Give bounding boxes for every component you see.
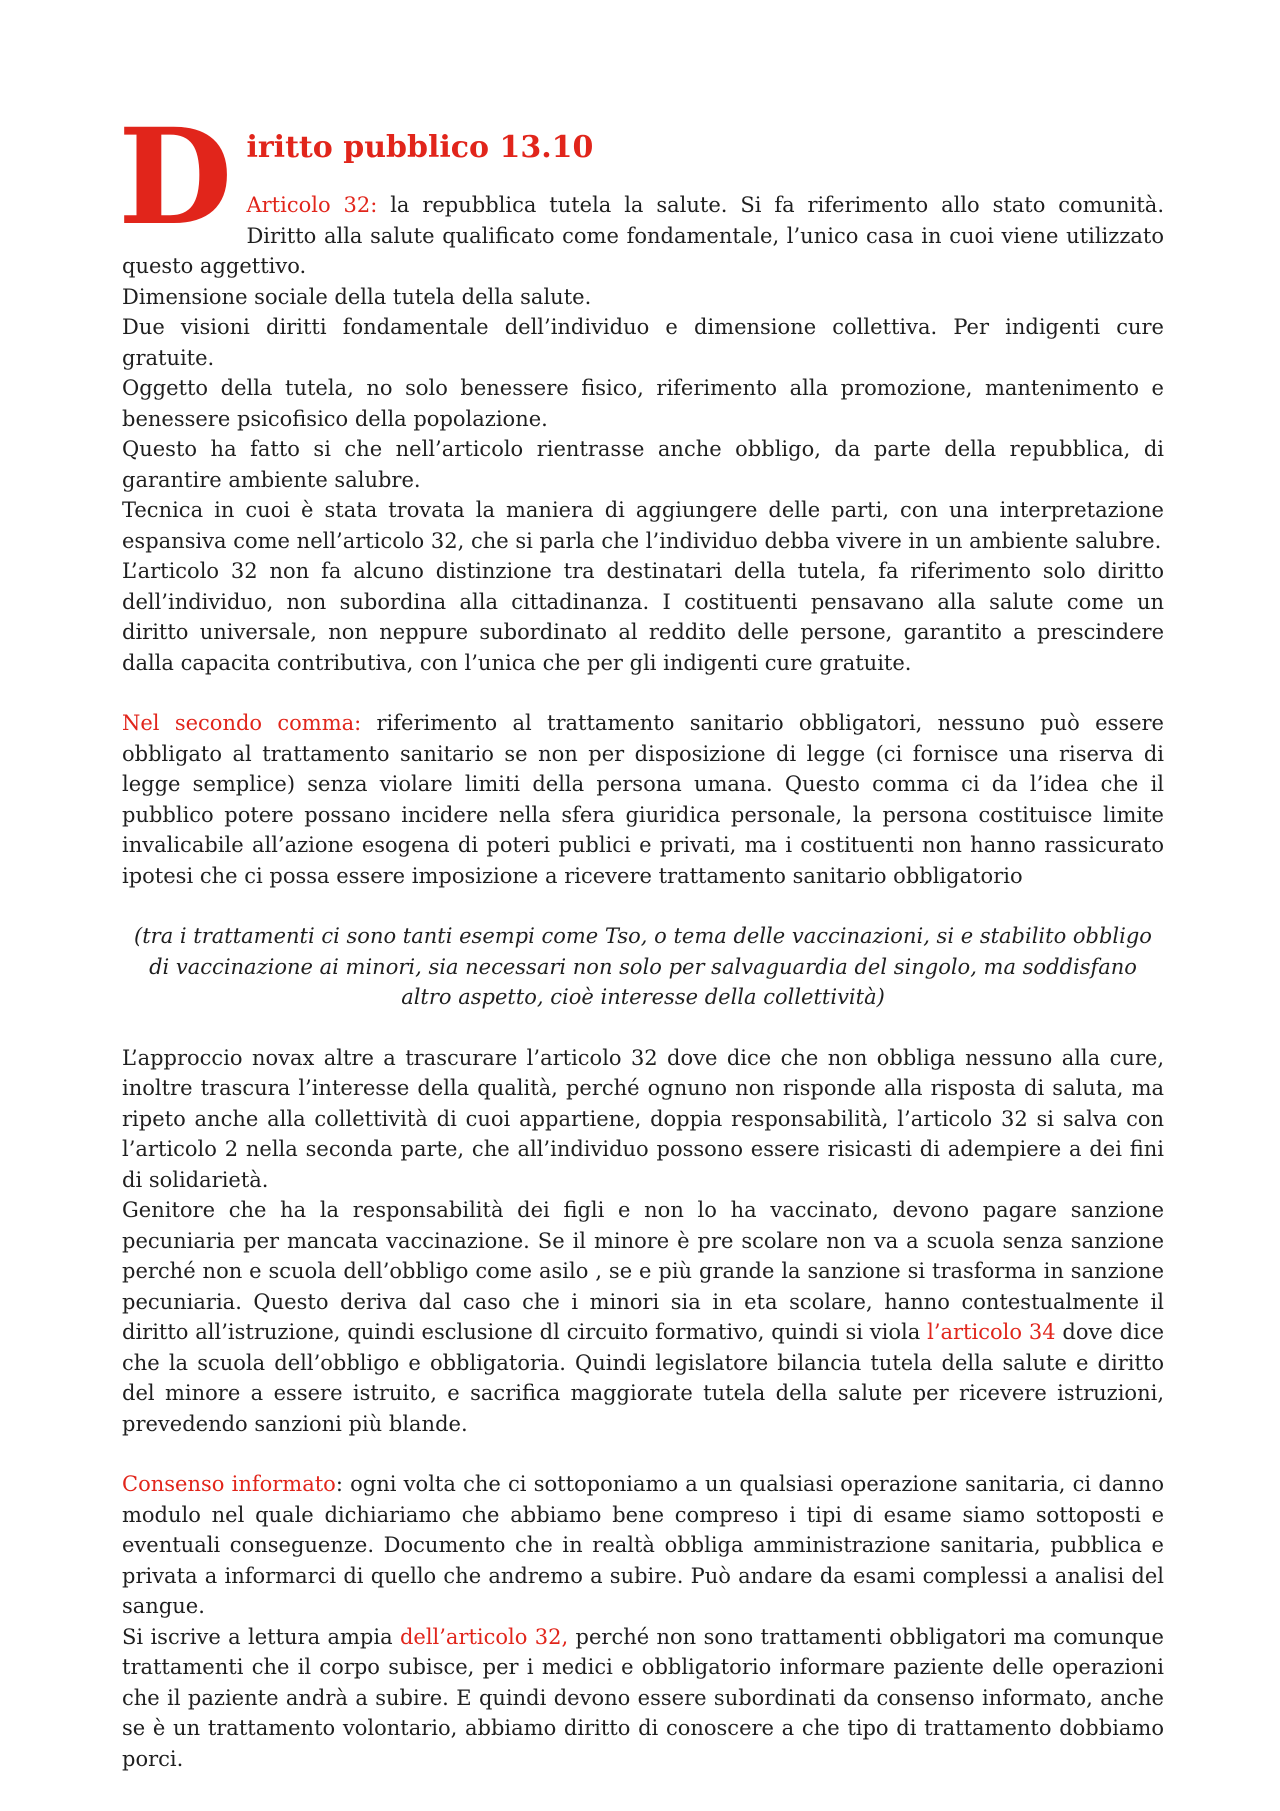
paragraph: Due visioni diritti fondamentale dell’individuo e dimensione collettiva. Per indigenti cure gratuite. (122, 315, 1164, 370)
paragraph-sanzioni (122, 1195, 1164, 1439)
reference-articolo-34: l’articolo 34 (927, 1320, 1056, 1344)
drop-cap: D (118, 100, 233, 255)
paragraph: L’articolo 32 non fa alcuno distinzione tra destinatari della tutela, fa riferimento solo diritto dell’individuo, non subordina alla cittadinanza. I costituenti pensavano alla salute come un diritto universale, non neppure subordinato al reddito delle persone, garantito a prescindere dalla capacita contributiva, con l’unica che per gli indigenti cure gratuite. (122, 559, 1164, 675)
paragraph-text: : ogni volta che ci sottoponiamo a un qualsiasi operazione sanitaria, ci danno modulo nel quale dichiariamo che abbiamo bene compreso i tipi di esame siamo sottoposti e eventuali conseguenze. Documento che in realtà obbliga amministrazione sanitaria, pubblica e privata a informarci di quello che andremo a subire. Può andare da esami complessi a analisi del sangue. (122, 1472, 1164, 1618)
paragraph-articolo-32 (122, 190, 1164, 282)
spacer (122, 1439, 1164, 1469)
paragraph: Questo ha fatto si che nell’articolo rientrasse anche obbligo, da parte della repubblica, di garantire ambiente salubre. (122, 437, 1164, 492)
document-page (118, 100, 1164, 1774)
spacer (122, 678, 1164, 708)
label-consenso-informato: Consenso informato (122, 1472, 336, 1496)
paragraph-text: perché non sono trattamenti obbligatori ma comunque trattamenti che il corpo subisce, per i medici e obbligatorio informare paziente delle operazioni che il paziente andrà a subire. E quindi devono essere subordinati da consenso informato, anche se è un trattamento volontario, abbiamo diritto di conoscere a che tipo di trattamento dobbiamo porci. (122, 1624, 1164, 1771)
paragraph-text: dove dice che la scuola dell’obbligo e obbligatoria. Quindi legislatore bilancia tutela della salute e diritto del minore a essere istruito, e sacrifica maggiorate tutela della salute per ricevere istruzioni, prevedendo sanzioni più blande. (122, 1320, 1164, 1436)
paragraph: Tecnica in cuoi è stata trovata la maniera di aggiungere delle parti, con una interpretazione espansiva come nell’articolo 32, che si parla che l’individuo debba vivere in un ambiente salubre. (122, 498, 1164, 553)
paragraph-text: Si iscrive a lettura ampia (122, 1624, 400, 1649)
paragraph: Dimensione sociale della tutela della salute. (122, 284, 592, 309)
paragraph-consenso-informato (122, 1469, 1164, 1622)
spacer (122, 1013, 1164, 1043)
paragraph-secondo-comma (122, 708, 1164, 891)
label-articolo-32: Articolo 32: (246, 193, 378, 217)
paragraph-text: Genitore che ha la responsabilità dei figli e non lo ha vaccinato, devono pagare sanzione pecuniaria per mancata vaccinazione. Se il minore è pre scolare non va a scuola senza sanzione perché non e scuola dell’obbligo come asilo , se e più grande la sanzione si trasforma in sanzione pecuniaria. Questo deriva dal caso che i minori sia in eta scolare, hanno contestualmente il diritto all’istruzione, quindi esclusione dl circuito formativo, quindi si viola (122, 1198, 1164, 1344)
spacer (122, 891, 1164, 921)
paragraph-lettura-ampia (122, 1622, 1164, 1775)
paragraph-text: la repubblica tutela la salute. Si fa riferimento allo stato comunità. Diritto alla salute qualificato come fondamentale, l’unico casa in cuoi viene utilizzato questo aggettivo. (122, 193, 1164, 278)
page-title: iritto pubblico 13.10 (246, 130, 594, 165)
paragraph: Oggetto della tutela, no solo benessere fisico, riferimento alla promozione, mantenimento e benessere psicofisico della popolazione. (122, 376, 1164, 431)
reference-articolo-32: dell’articolo 32, (399, 1624, 569, 1649)
label-secondo-comma: Nel secondo comma: (122, 711, 362, 735)
italic-note: (tra i trattamenti ci sono tanti esempi come Tso, o tema delle vaccinazioni, si e stabilito obbligo di vaccinazione ai minori, sia necessari non solo per salvaguardia del singolo, ma soddisfano altro aspetto, cioè interesse della collettività) (134, 924, 1152, 1009)
paragraph: L’approccio novax altre a trascurare l’articolo 32 dove dice che non obbliga nessuno alla cure, inoltre trascura l’interesse della qualità, perché ognuno non risponde alla risposta di saluta, ma ripeto anche alla collettività di cuoi appartiene, doppia responsabilità, l’articolo 32 si salva con l’articolo 2 nella seconda parte, che all’individuo possono essere risicasti di adempiere a dei fini di solidarietà. (122, 1045, 1164, 1192)
paragraph-text: riferimento al trattamento sanitario obbligatori, nessuno può essere obbligato al trattamento sanitario se non per disposizione di legge (ci fornisce una riserva di legge semplice) senza violare limiti della persona umana. Questo comma ci da l’idea che il pubblico potere possano incidere nella sfera giuridica personale, la persona costituisce limite invalicabile all’azione esogena di poteri publici e privati, ma i costituenti non hanno rassicurato ipotesi che ci possa essere imposizione a ricevere trattamento sanitario obbligatorio (122, 711, 1164, 888)
